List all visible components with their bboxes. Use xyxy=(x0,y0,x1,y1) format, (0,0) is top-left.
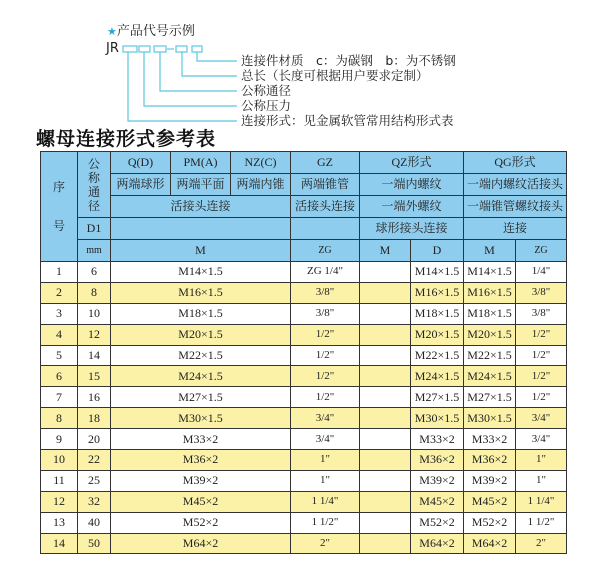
cell-qg-zg: 1 1/2" xyxy=(516,512,567,533)
cell-qz-d: M64×2 xyxy=(411,533,464,554)
cell-qg-m: M22×1.5 xyxy=(464,345,516,366)
header-qg-zg: ZG xyxy=(516,240,567,262)
cell-m: M18×1.5 xyxy=(111,303,291,324)
cell-qg-m: M16×1.5 xyxy=(464,282,516,303)
cell-m: M20×1.5 xyxy=(111,324,291,345)
cell-qg-m: M52×2 xyxy=(464,512,516,533)
cell-seq: 5 xyxy=(41,345,78,366)
header-qd: Q(D) xyxy=(111,152,171,174)
header-d1: D1 xyxy=(78,218,111,240)
cell-m: M14×1.5 xyxy=(111,262,291,283)
cell-qz-m xyxy=(360,450,411,471)
code-box xyxy=(192,46,202,52)
header-seq xyxy=(41,152,78,262)
code-box xyxy=(123,46,137,52)
cell-qz-m xyxy=(360,470,411,491)
header-union-connection: 活接头连接 xyxy=(111,196,291,218)
code-box xyxy=(139,46,150,52)
cell-zg: 1/2" xyxy=(291,387,360,408)
cell-nominal: 50 xyxy=(78,533,111,554)
table-row xyxy=(41,512,567,533)
header-nzc: NZ(C) xyxy=(231,152,291,174)
header-qd-desc: 两端球形 xyxy=(111,174,171,196)
cell-qz-m xyxy=(360,366,411,387)
cell-qz-m xyxy=(360,533,411,554)
table-row xyxy=(41,324,567,345)
cell-m: M64×2 xyxy=(111,533,291,554)
cell-qz-d: M18×1.5 xyxy=(411,303,464,324)
cell-nominal: 6 xyxy=(78,262,111,283)
cell-seq: 6 xyxy=(41,366,78,387)
leader-line xyxy=(182,52,237,76)
cell-seq: 1 xyxy=(41,262,78,283)
cell-m: M52×2 xyxy=(111,512,291,533)
header-blank xyxy=(111,218,291,240)
header-gz: GZ xyxy=(291,152,360,174)
cell-m: M16×1.5 xyxy=(111,282,291,303)
header-pma: PM(A) xyxy=(171,152,231,174)
cell-seq: 3 xyxy=(41,303,78,324)
cell-zg: 3/4" xyxy=(291,408,360,429)
cell-m: M24×1.5 xyxy=(111,366,291,387)
cell-qz-d: M45×2 xyxy=(411,491,464,512)
table-row xyxy=(41,282,567,303)
cell-qz-d: M16×1.5 xyxy=(411,282,464,303)
cell-qz-m xyxy=(360,282,411,303)
cell-qz-d: M36×2 xyxy=(411,450,464,471)
cell-nominal: 15 xyxy=(78,366,111,387)
cell-nominal: 22 xyxy=(78,450,111,471)
label-length: 总长（长度可根据用户要求定制） xyxy=(241,68,429,83)
cell-nominal: 32 xyxy=(78,491,111,512)
cell-qz-d: M20×1.5 xyxy=(411,324,464,345)
label-connection-type: 连接形式：见金属软管常用结构形式表 xyxy=(241,113,454,128)
label-nominal-diameter: 公称通径 xyxy=(241,83,292,98)
cell-nominal: 40 xyxy=(78,512,111,533)
cell-qg-zg: 1/4" xyxy=(516,262,567,283)
cell-seq: 9 xyxy=(41,429,78,450)
cell-qg-m: M18×1.5 xyxy=(464,303,516,324)
cell-qz-d: M14×1.5 xyxy=(411,262,464,283)
cell-qz-m xyxy=(360,387,411,408)
header-seq-text: 序 号 xyxy=(52,179,65,233)
header-gz-desc: 两端锥管 xyxy=(291,174,360,196)
example-title-text: 产品代号示例 xyxy=(116,24,195,39)
header-qz: QZ形式 xyxy=(360,152,464,174)
cell-seq: 12 xyxy=(41,491,78,512)
header-pma-desc: 两端平面 xyxy=(171,174,231,196)
cell-m: M39×2 xyxy=(111,470,291,491)
table-row xyxy=(41,366,567,387)
cell-seq: 13 xyxy=(41,512,78,533)
cell-seq: 14 xyxy=(41,533,78,554)
header-nominal-text: 公 称 通 径 xyxy=(87,156,100,213)
table-row xyxy=(41,408,567,429)
cell-zg: 3/8" xyxy=(291,303,360,324)
code-box xyxy=(154,46,166,52)
cell-zg: 1/2" xyxy=(291,366,360,387)
header-qz-ball: 球形接头连接 xyxy=(360,218,464,240)
cell-qg-m: M24×1.5 xyxy=(464,366,516,387)
cell-qz-m xyxy=(360,345,411,366)
cell-m: M45×2 xyxy=(111,491,291,512)
cell-qg-m: M45×2 xyxy=(464,491,516,512)
table-row xyxy=(41,387,567,408)
cell-zg: 3/4" xyxy=(291,429,360,450)
cell-qg-m: M33×2 xyxy=(464,429,516,450)
cell-seq: 8 xyxy=(41,408,78,429)
cell-zg: 1" xyxy=(291,450,360,471)
label-material: 连接件材质 c：为碳钢 b：为不锈钢 xyxy=(241,53,456,68)
table-row xyxy=(41,470,567,491)
cell-qg-m: M39×2 xyxy=(464,470,516,491)
cell-nominal: 20 xyxy=(78,429,111,450)
cell-nominal: 14 xyxy=(78,345,111,366)
cell-qz-d: M22×1.5 xyxy=(411,345,464,366)
header-qg-connection: 一端锥管螺纹接头 xyxy=(464,196,567,218)
table-row xyxy=(41,303,567,324)
cell-qg-zg: 1/2" xyxy=(516,366,567,387)
cell-m: M33×2 xyxy=(111,429,291,450)
header-qz-connection: 一端外螺纹 xyxy=(360,196,464,218)
header-qz-m: M xyxy=(360,240,411,262)
label-nominal-pressure: 公称压力 xyxy=(241,98,292,113)
cell-qg-zg: 1" xyxy=(516,470,567,491)
table-row xyxy=(41,345,567,366)
table-row xyxy=(41,533,567,554)
code-prefix: JR xyxy=(106,41,119,56)
cell-qz-m xyxy=(360,408,411,429)
cell-m: M30×1.5 xyxy=(111,408,291,429)
star-icon: ★ xyxy=(107,25,117,38)
table-row xyxy=(41,262,567,283)
header-qg-connect: 连接 xyxy=(464,218,567,240)
cell-qg-zg: 1/2" xyxy=(516,387,567,408)
cell-zg: 1 1/4" xyxy=(291,491,360,512)
cell-qz-m xyxy=(360,303,411,324)
cell-qg-m: M20×1.5 xyxy=(464,324,516,345)
header-qg: QG形式 xyxy=(464,152,567,174)
cell-zg: 1" xyxy=(291,470,360,491)
header-gz-connection: 活接头连接 xyxy=(291,196,360,218)
leader-line xyxy=(197,52,237,61)
cell-qz-d: M52×2 xyxy=(411,512,464,533)
table-row xyxy=(41,450,567,471)
cell-qg-zg: 3/8" xyxy=(516,282,567,303)
cell-seq: 11 xyxy=(41,470,78,491)
cell-nominal: 8 xyxy=(78,282,111,303)
header-mm: mm xyxy=(78,240,111,262)
cell-seq: 10 xyxy=(41,450,78,471)
cell-zg: 1/2" xyxy=(291,324,360,345)
cell-qg-zg: 3/4" xyxy=(516,429,567,450)
header-qz-d: D xyxy=(411,240,464,262)
cell-m: M22×1.5 xyxy=(111,345,291,366)
cell-qg-zg: 3/8" xyxy=(516,303,567,324)
cell-zg: 2" xyxy=(291,533,360,554)
cell-qz-m xyxy=(360,324,411,345)
header-zg: ZG xyxy=(291,240,360,262)
cell-nominal: 18 xyxy=(78,408,111,429)
cell-qz-d: M33×2 xyxy=(411,429,464,450)
cell-qg-m: M14×1.5 xyxy=(464,262,516,283)
leader-line xyxy=(160,52,237,91)
table-title: 螺母连接形式参考表 xyxy=(36,128,217,150)
cell-zg: 1 1/2" xyxy=(291,512,360,533)
cell-m: M27×1.5 xyxy=(111,387,291,408)
header-qg-desc: 一端内螺纹活接头 xyxy=(464,174,567,196)
table-row xyxy=(41,429,567,450)
cell-qz-m xyxy=(360,512,411,533)
cell-qz-d: M39×2 xyxy=(411,470,464,491)
cell-qg-zg: 1/2" xyxy=(516,324,567,345)
cell-seq: 7 xyxy=(41,387,78,408)
header-nominal xyxy=(78,152,111,218)
cell-qg-zg: 3/4" xyxy=(516,408,567,429)
cell-qz-d: M24×1.5 xyxy=(411,366,464,387)
header-blank xyxy=(291,218,360,240)
cell-zg: 3/8" xyxy=(291,282,360,303)
cell-nominal: 10 xyxy=(78,303,111,324)
cell-qg-zg: 1" xyxy=(516,450,567,471)
cell-qg-m: M30×1.5 xyxy=(464,408,516,429)
cell-seq: 4 xyxy=(41,324,78,345)
cell-qz-d: M30×1.5 xyxy=(411,408,464,429)
cell-qg-m: M64×2 xyxy=(464,533,516,554)
cell-nominal: 16 xyxy=(78,387,111,408)
header-nzc-desc: 两端内锥 xyxy=(231,174,291,196)
cell-qz-m xyxy=(360,429,411,450)
cell-qg-m: M36×2 xyxy=(464,450,516,471)
cell-nominal: 25 xyxy=(78,470,111,491)
cell-qg-zg: 1 1/4" xyxy=(516,491,567,512)
example-title xyxy=(107,20,195,39)
cell-qz-m xyxy=(360,491,411,512)
header-m: M xyxy=(111,240,291,262)
cell-qz-m xyxy=(360,262,411,283)
nut-connection-table xyxy=(40,151,567,554)
cell-qz-d: M27×1.5 xyxy=(411,387,464,408)
leader-line xyxy=(144,52,237,106)
cell-zg: ZG 1/4" xyxy=(291,262,360,283)
cell-qg-m: M27×1.5 xyxy=(464,387,516,408)
header-qz-desc: 一端内螺纹 xyxy=(360,174,464,196)
header-qg-m: M xyxy=(464,240,516,262)
cell-qg-zg: 2" xyxy=(516,533,567,554)
cell-seq: 2 xyxy=(41,282,78,303)
cell-nominal: 12 xyxy=(78,324,111,345)
cell-qg-zg: 1/2" xyxy=(516,345,567,366)
table-row xyxy=(41,491,567,512)
cell-m: M36×2 xyxy=(111,450,291,471)
cell-zg: 1/2" xyxy=(291,345,360,366)
code-box xyxy=(176,46,187,52)
